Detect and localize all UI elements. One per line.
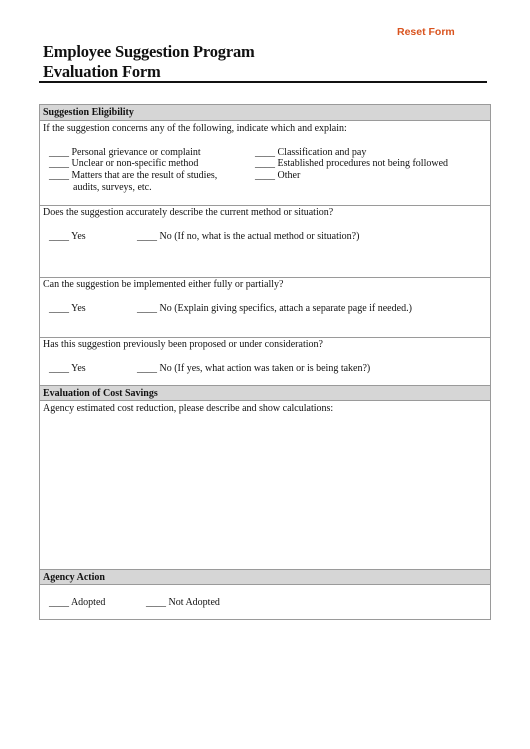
divider xyxy=(40,277,490,278)
option-personal-grievance[interactable]: ____ Personal grievance or complaint xyxy=(49,147,201,158)
agency-action-header: Agency Action xyxy=(40,569,490,585)
title-line-1: Employee Suggestion Program xyxy=(43,42,255,61)
cost-savings-header: Evaluation of Cost Savings xyxy=(40,385,490,401)
q1-no-option[interactable]: ____ No (If no, what is the actual method or situation?) xyxy=(137,231,360,242)
option-classification-pay[interactable]: ____ Classification and pay xyxy=(255,147,367,158)
eligibility-header: Suggestion Eligibility xyxy=(40,105,490,121)
evaluation-form xyxy=(39,104,491,620)
not-adopted-option[interactable]: ____ Not Adopted xyxy=(146,597,220,608)
option-studies-audits-cont: audits, surveys, etc. xyxy=(73,182,152,193)
title-line-2: Evaluation Form xyxy=(43,62,161,81)
q3-no-option[interactable]: ____ No (If yes, what action was taken or is being taken?) xyxy=(137,363,371,374)
q3-yes-option[interactable]: ____ Yes xyxy=(49,363,86,374)
q2-no-option[interactable]: ____ No (Explain giving specifics, attach a separate page if needed.) xyxy=(137,303,412,314)
option-other[interactable]: ____ Other xyxy=(255,170,301,181)
divider xyxy=(40,205,490,206)
adopted-option[interactable]: ____ Adopted xyxy=(49,597,106,608)
question-previously-proposed: Has this suggestion previously been proposed or under consideration? xyxy=(43,339,323,350)
reset-form-button[interactable]: Reset Form xyxy=(397,26,455,38)
question-current-method: Does the suggestion accurately describe the current method or situation? xyxy=(43,207,334,218)
question-implemented: Can the suggestion be implemented either fully or partially? xyxy=(43,279,284,290)
q2-yes-option[interactable]: ____ Yes xyxy=(49,303,86,314)
option-unclear-method[interactable]: ____ Unclear or non-specific method xyxy=(49,158,199,169)
option-studies-audits[interactable]: ____ Matters that are the result of studies, xyxy=(49,170,218,181)
title-divider xyxy=(39,81,487,83)
cost-savings-prompt: Agency estimated cost reduction, please describe and show calculations: xyxy=(43,403,334,414)
divider xyxy=(40,337,490,338)
option-procedures-not-followed[interactable]: ____ Established procedures not being followed xyxy=(255,158,449,169)
eligibility-prompt: If the suggestion concerns any of the following, indicate which and explain: xyxy=(43,123,347,134)
page-title xyxy=(43,42,255,82)
q1-yes-option[interactable]: ____ Yes xyxy=(49,231,86,242)
